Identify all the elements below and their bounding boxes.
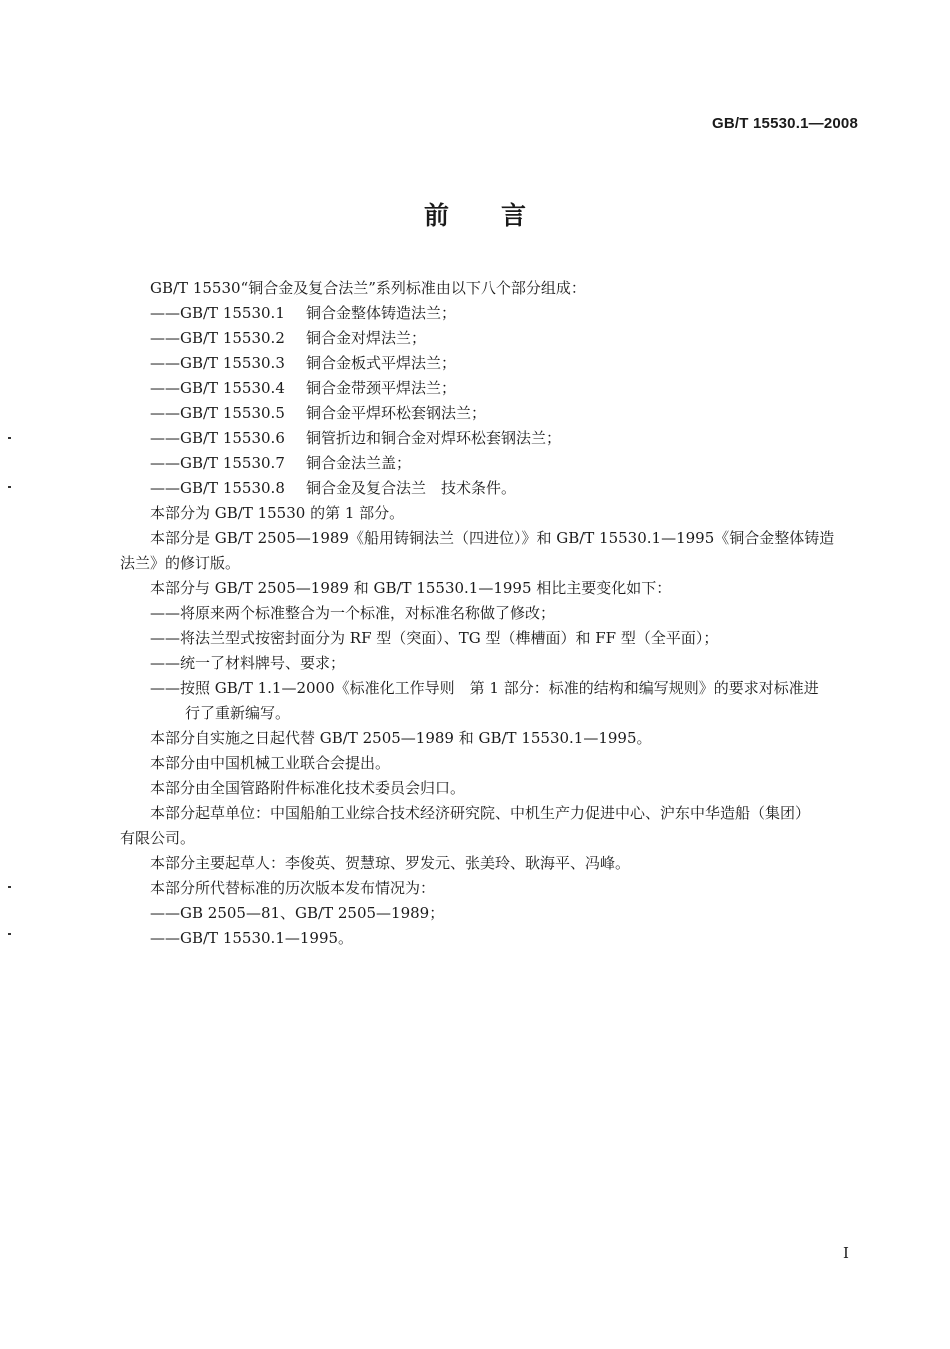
part-of-paragraph: 本部分为 GB/T 15530 的第 1 部分。	[150, 504, 405, 522]
scan-speck	[8, 933, 11, 935]
part-code: ——GB/T 15530.3	[150, 354, 285, 372]
part-title: 铜管折边和铜合金对焊环松套钢法兰；	[306, 429, 562, 447]
page-number: I	[843, 1244, 849, 1262]
part-list-item	[120, 326, 858, 351]
drafting-unit-line-2: 有限公司。	[120, 829, 196, 847]
part-title: 铜合金平焊环松套钢法兰；	[306, 404, 487, 422]
change-item: ——将法兰型式按密封面分为 RF 型（突面）、TG 型（榫槽面）和 FF 型（全平面）；	[150, 629, 719, 647]
part-title: 铜合金及复合法兰 技术条件。	[306, 479, 517, 497]
part-title: 铜合金整体铸造法兰；	[306, 304, 457, 322]
part-list-item	[120, 451, 858, 476]
changes-intro-paragraph: 本部分与 GB/T 2505—1989 和 GB/T 15530.1—1995 相比主要变化如下：	[150, 579, 672, 597]
proposed-by-paragraph: 本部分由中国机械工业联合会提出。	[150, 754, 391, 772]
history-intro-paragraph: 本部分所代替标准的历次版本发布情况为：	[150, 879, 436, 897]
part-title: 铜合金带颈平焊法兰；	[306, 379, 457, 397]
part-list-item	[120, 301, 858, 326]
change-item: ——将原来两个标准整合为一个标准，对标准名称做了修改；	[150, 604, 556, 622]
intro-paragraph: GB/T 15530“铜合金及复合法兰”系列标准由以下八个部分组成：	[150, 279, 586, 297]
part-list-item	[120, 376, 858, 401]
part-code: ——GB/T 15530.2	[150, 329, 285, 347]
part-list-item	[120, 401, 858, 426]
part-list-item	[120, 351, 858, 376]
part-code: ——GB/T 15530.6	[150, 429, 285, 447]
document-body	[120, 276, 858, 951]
part-code: ——GB/T 15530.7	[150, 454, 285, 472]
part-title: 铜合金板式平焊法兰；	[306, 354, 457, 372]
part-title: 铜合金法兰盖；	[306, 454, 412, 472]
drafting-unit-line-1: 本部分起草单位：中国船舶工业综合技术经济研究院、中机生产力促进中心、沪东中华造船（集团）	[150, 804, 811, 822]
part-title: 铜合金对焊法兰；	[306, 329, 427, 347]
centralized-by-paragraph: 本部分由全国管路附件标准化技术委员会归口。	[150, 779, 466, 797]
history-item: ——GB/T 15530.1—1995。	[150, 929, 354, 947]
page-title: 前言	[423, 201, 578, 230]
part-list-item	[120, 426, 858, 451]
change-item: ——统一了材料牌号、要求；	[150, 654, 346, 672]
scan-speck	[8, 486, 11, 488]
revision-paragraph-line-2: 法兰》的修订版。	[120, 554, 241, 572]
replaces-paragraph: 本部分自实施之日起代替 GB/T 2505—1989 和 GB/T 15530.1—1995。	[150, 729, 652, 747]
part-list-item	[120, 476, 858, 501]
history-item: ——GB 2505—81、GB/T 2505—1989；	[150, 904, 445, 922]
part-code: ——GB/T 15530.8	[150, 479, 285, 497]
standard-code: GB/T 15530.1—2008	[712, 115, 858, 132]
part-code: ——GB/T 15530.4	[150, 379, 285, 397]
change-item: ——按照 GB/T 1.1—2000《标准化工作导则 第 1 部分：标准的结构和编写规则》的要求对标准进	[150, 679, 819, 697]
revision-paragraph-line-1: 本部分是 GB/T 2505—1989《船用铸铜法兰（四进位）》和 GB/T 15530.1—1995《铜合金整体铸造	[150, 529, 835, 547]
change-item-continuation: 行了重新编写。	[185, 704, 291, 722]
drafters-paragraph: 本部分主要起草人：李俊英、贺慧琼、罗发元、张美玲、耿海平、冯峰。	[150, 854, 631, 872]
scan-speck	[8, 437, 11, 439]
part-code: ——GB/T 15530.1	[150, 304, 285, 322]
part-code: ——GB/T 15530.5	[150, 404, 285, 422]
scan-speck	[8, 886, 11, 888]
